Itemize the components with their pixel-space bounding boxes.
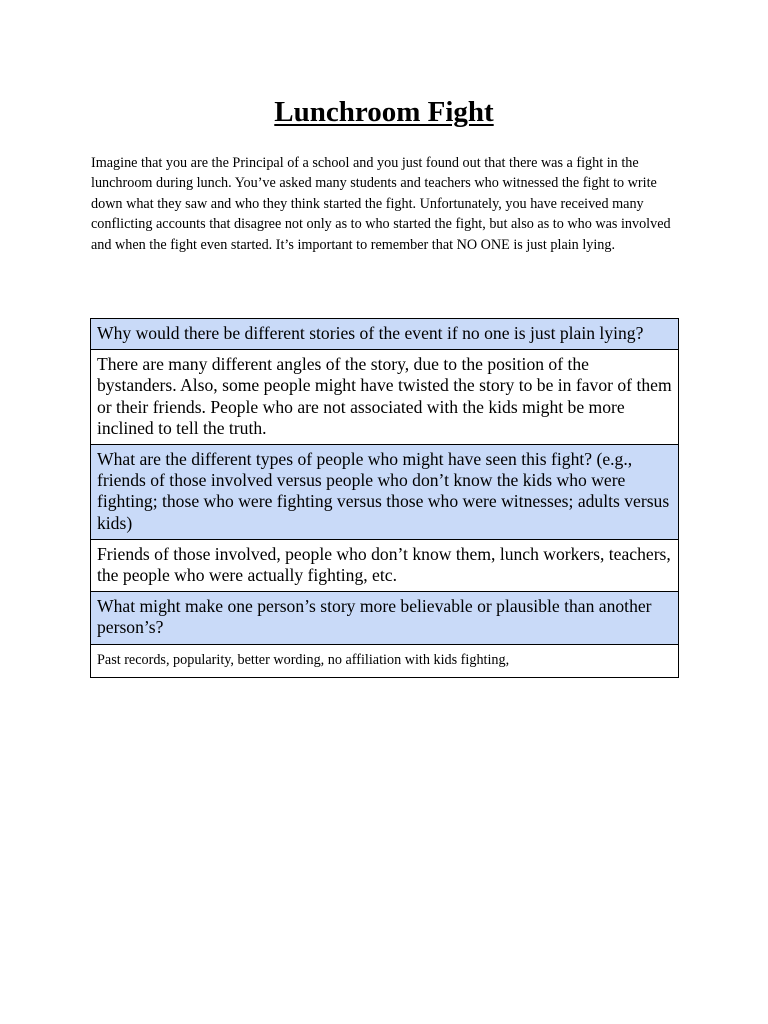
question-row <box>91 445 679 540</box>
answer-cell: There are many different angles of the story, due to the position of the bystanders. Also, some people might have twisted the story to be in favor of them or their friends. People who are not associated with the kids might be more inclined to tell the truth. <box>91 350 679 445</box>
answer-row <box>91 350 679 445</box>
question-cell: What are the different types of people who might have seen this fight? (e.g., friends of those involved versus people who don’t know the kids who were fighting; those who were fighting versus those who were witnesses; adults versus kids) <box>91 445 679 540</box>
intro-paragraph: Imagine that you are the Principal of a school and you just found out that there was a fight in the lunchroom during lunch. You’ve asked many students and teachers who witnessed the fight to write down what they saw and who they think started the fight. Unfortunately, you have received many conflicting accounts that disagree not only as to who started the fight, but also as to who was involved and when the fight even started. It’s important to remember that NO ONE is just plain lying. <box>91 155 671 253</box>
question-row <box>91 319 679 350</box>
qa-table <box>90 318 679 678</box>
answer-row <box>91 644 679 677</box>
question-cell: Why would there be different stories of the event if no one is just plain lying? <box>91 319 679 350</box>
question-cell: What might make one person’s story more believable or plausible than another person’s? <box>91 592 679 644</box>
answer-cell: Past records, popularity, better wording, no affiliation with kids fighting, <box>91 644 679 677</box>
answer-row <box>91 539 679 591</box>
question-row <box>91 592 679 644</box>
answer-cell: Friends of those involved, people who don’t know them, lunch workers, teachers, the people who were actually fighting, etc. <box>91 539 679 591</box>
page-title: Lunchroom Fight <box>274 96 494 128</box>
